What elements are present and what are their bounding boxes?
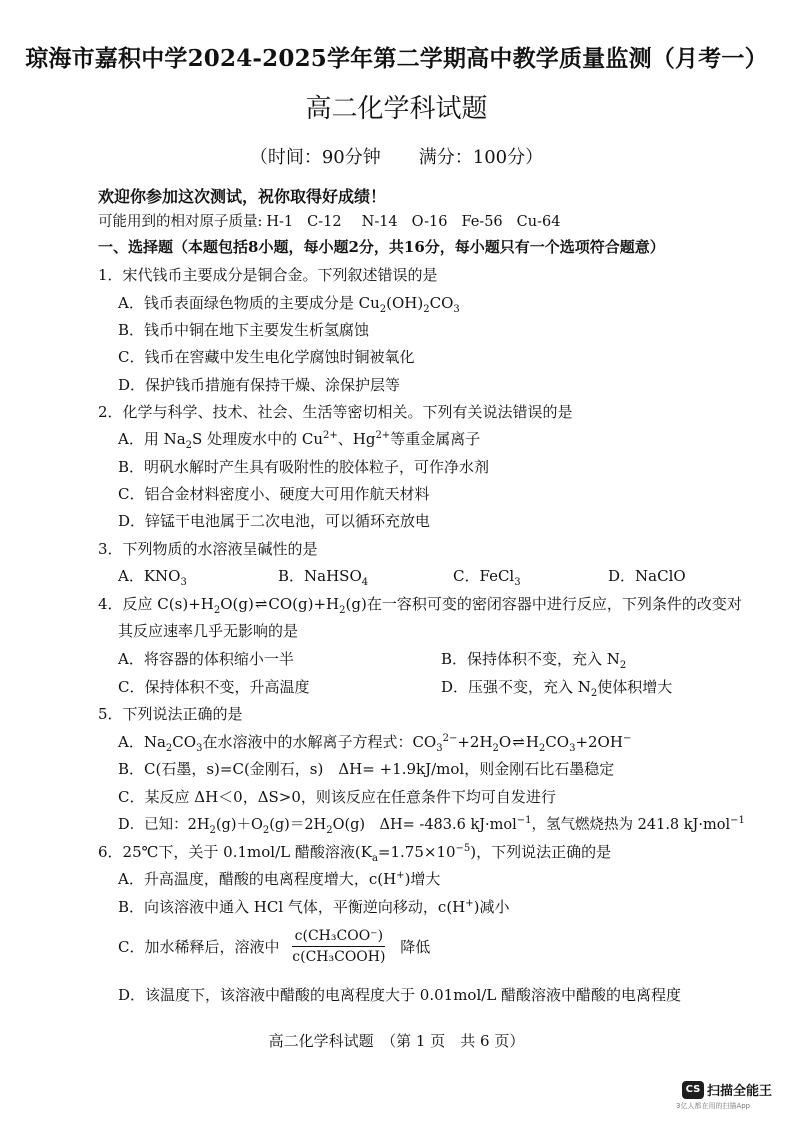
q1-stem: 1．宋代钱币主要成分是铜合金。下列叙述错误的是 — [98, 266, 438, 284]
q6-option-c: C．加水稀释后，溶液中 $\frac{\text{c(CH₃COO⁻)}}{\text{c(CH₃COOH)}}$ 降低 — [118, 928, 431, 965]
camscanner-logo-icon: CS — [682, 1081, 704, 1099]
q6-stem: 6．25℃下，关于 0.1mol/L 醋酸溶液$(K_a=1.75\times 10^{-5})$，下列说法正确的是 — [98, 843, 612, 864]
q4-stem-cont: 其反应速率几乎无影响的是 — [118, 622, 299, 640]
q4-option-d: D．压强不变，充入 $N_2$使体积增大 — [441, 678, 673, 699]
q5-option-b: B．C(石墨，s)=C(金刚石，s) ΔH= +1.9kJ/mol，则金刚石比石墨稳定 — [118, 760, 615, 778]
q4-option-b: B．保持体积不变，充入 $N_2$ — [441, 650, 627, 671]
exam-time: （时间：90分钟 — [249, 147, 381, 168]
q1-option-a: A．钱币表面绿色物质的主要成分是 $Cu_2(OH)_2CO_3$ — [118, 294, 460, 315]
scanner-watermark — [682, 1079, 772, 1099]
q3-stem: 3．下列物质的水溶液呈碱性的是 — [98, 540, 318, 558]
concentration-ratio: $\frac{\text{c(CH₃COO⁻)}}{\text{c(CH₃COOH)}}$ — [292, 928, 386, 965]
q4-option-a: A．将容器的体积缩小一半 — [118, 650, 294, 668]
atomic-mass-line — [98, 210, 574, 231]
q5-option-c: C．某反应 ΔH＜0，ΔS>0，则该反应在任意条件下均可自发进行 — [118, 788, 556, 806]
watermark-tagline: 3亿人都在用的扫描App — [676, 1102, 751, 1110]
q6-option-a: A．升高温度，醋酸的电离程度增大，c(H+)增大 — [118, 870, 441, 888]
page-footer: 高二化学科试题 （第 1 页 共 6 页） — [268, 1032, 525, 1050]
q3-option-b: B．NaHSO$_4$ — [278, 567, 369, 588]
atomic-cu: Cu-64 — [516, 214, 561, 230]
welcome-text: 欢迎你参加这次测试，祝你取得好成绩！ — [98, 187, 387, 206]
q6-option-d: D．该温度下，该溶液中醋酸的电离程度大于 0.01mol/L 醋酸溶液中醋酸的电离程度 — [118, 986, 682, 1004]
watermark-name: 扫描全能王 — [707, 1084, 773, 1099]
equilibrium-arrow-icon: ⇌ — [254, 595, 268, 613]
atomic-o: O-16 — [411, 214, 448, 230]
q4-stem: 4．反应 $C(s)+H_2O(g)\rightleftharpoons CO(g)+H_2(g)$在一容积可变的密闭容器中进行反应，下列条件的改变对 — [98, 595, 742, 616]
exam-score: 满分：100分） — [418, 147, 544, 168]
q3-option-c: C．FeCl$_3$ — [453, 567, 521, 588]
q2-option-d: D．锌锰干电池属于二次电池，可以循环充放电 — [118, 512, 431, 530]
q3-option-d: D．NaClO — [608, 567, 686, 585]
q1-option-b: B．钱币中铜在地下主要发生析氢腐蚀 — [118, 321, 370, 339]
exam-subtitle: 高二化学科试题 — [305, 94, 488, 124]
q4-option-c: C．保持体积不变，升高温度 — [118, 678, 310, 696]
exam-title: 琼海市嘉积中学2024-2025学年第二学期高中教学质量监测（月考一） — [25, 45, 768, 72]
equilibrium-arrow-icon: ⇌ — [512, 733, 525, 751]
exam-time-score — [0, 143, 793, 169]
q1-option-c: C．钱币在窖藏中发生电化学腐蚀时铜被氧化 — [118, 348, 415, 366]
q5-option-a: A．$Na_2CO_3$在水溶液中的水解离子方程式：$CO_3^{2-}+2H_2O\rightleftharpoons H_2CO_3+2OH^-$ — [118, 733, 632, 754]
q2-option-a: A．用 $Na_2S$ 处理废水中的 $Cu^{2+}$、$Hg^{2+}$等重金属离子 — [118, 430, 481, 451]
q5-option-d: D．已知：$2H_2(g)+O_2(g)=2H_2O(g)$ ΔH= -483.6 kJ·mol$^{-1}$，氢气燃烧热为 241.8 kJ·mol$^{-1}$ — [118, 815, 745, 836]
q3-option-a: A．$KNO_3$ — [118, 567, 187, 588]
atomic-c: C-12 — [307, 214, 342, 230]
atomic-n: N-14 — [361, 214, 398, 230]
q2-option-c: C．铝合金材料密度小、硬度大可用作航天材料 — [118, 485, 430, 503]
q1-option-d: D．保护钱币措施有保持干燥、涂保护层等 — [118, 376, 401, 394]
q2-stem: 2．化学与科学、技术、社会、生活等密切相关。下列有关说法错误的是 — [98, 403, 573, 421]
atomic-fe: Fe-56 — [461, 214, 503, 230]
q2-option-b: B．明矾水解时产生具有吸附性的胶体粒子，可作净水剂 — [118, 458, 490, 476]
section-heading: 一、选择题（本题包括8小题，每小题2分，共16分，每小题只有一个选项符合题意） — [98, 238, 665, 256]
q5-stem: 5．下列说法正确的是 — [98, 705, 243, 723]
atomic-h: H-1 — [266, 214, 294, 230]
q6-option-b: B．向该溶液中通入 HCl 气体，平衡逆向移动，c(H+)减小 — [118, 898, 510, 916]
atomic-label: 可能用到的相对原子质量: — [98, 214, 263, 230]
